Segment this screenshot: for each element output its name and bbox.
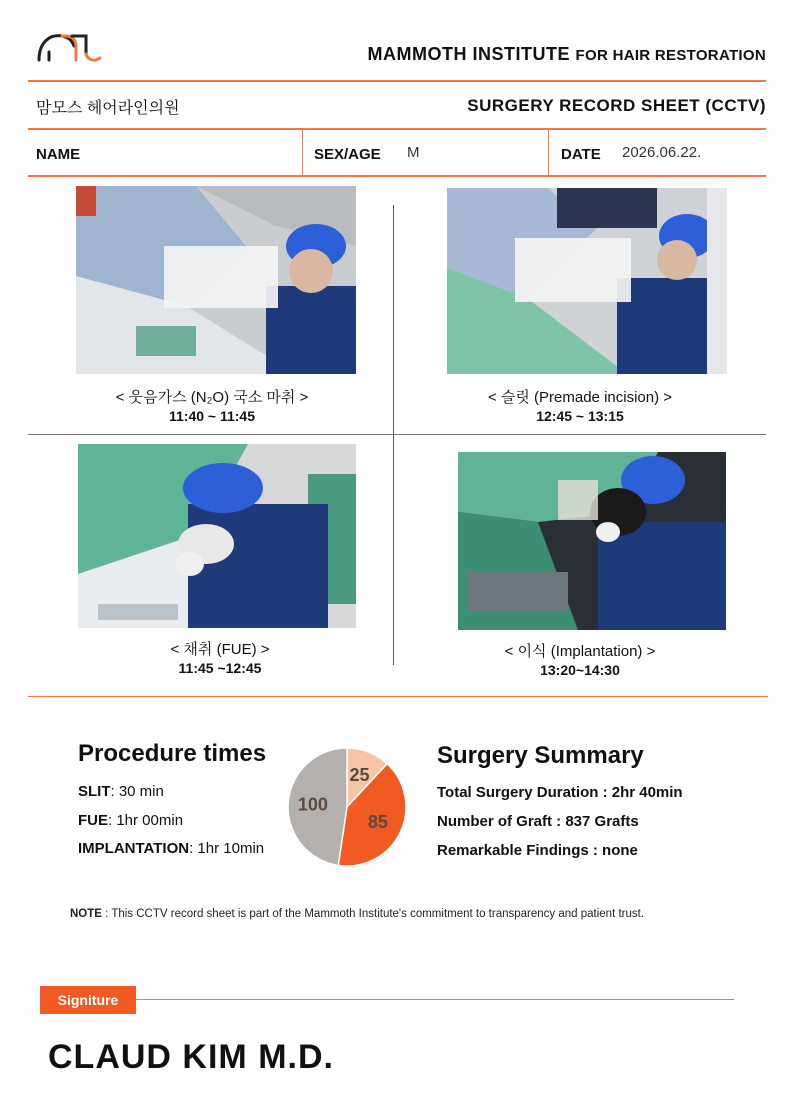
note	[70, 908, 644, 920]
date-value: 2026.06.22.	[622, 144, 702, 161]
procedure-label: SLIT	[78, 783, 111, 800]
signature-badge: Signiture	[40, 986, 136, 1014]
procedure-pie-chart	[286, 746, 408, 868]
pie-label-2: 100	[297, 794, 328, 815]
procedure-title: Procedure times	[78, 740, 267, 767]
institute-sub: FOR HAIR RESTORATION	[575, 47, 766, 64]
caption-time-3: 11:45 ~12:45	[178, 660, 262, 676]
caption-title-4: < 이식 (Implantation) >	[504, 643, 656, 660]
caption-time-2: 12:45 ~ 13:15	[536, 408, 624, 424]
photo-caption-3	[70, 640, 370, 678]
caption-time-4: 13:20~14:30	[540, 662, 620, 678]
grid-vertical-divider	[393, 205, 394, 665]
summary-duration: Total Surgery Duration : 2hr 40min	[437, 784, 683, 801]
info-separator-2	[548, 130, 549, 176]
procedure-value: : 30 min	[110, 783, 164, 800]
cctv-photo-fue	[78, 444, 356, 628]
procedure-label: FUE	[78, 812, 108, 829]
photo-caption-2	[430, 388, 730, 426]
name-label: NAME	[36, 146, 81, 163]
info-divider	[28, 175, 766, 177]
summary-findings: Remarkable Findings : none	[437, 842, 638, 859]
procedure-row-slit	[78, 783, 164, 800]
procedure-row-fue	[78, 812, 183, 829]
sexage-value: M	[407, 144, 420, 161]
photo-caption-4	[430, 642, 730, 680]
pie-label-1: 85	[367, 811, 388, 832]
procedure-label: IMPLANTATION	[78, 840, 190, 857]
note-text: : This CCTV record sheet is part of the Mammoth Institute's commitment to transparency and patient trust.	[101, 908, 645, 920]
procedure-row-implantation	[78, 840, 264, 857]
procedure-value: : 1hr 10min	[189, 840, 265, 857]
cctv-photo-slit	[447, 188, 727, 374]
photos-bottom-divider	[28, 696, 768, 697]
clinic-korean-name: 맘모스 헤어라인의원	[36, 100, 180, 117]
mammoth-logo	[36, 24, 106, 64]
photo-caption-1	[62, 388, 362, 426]
summary-title: Surgery Summary	[437, 742, 644, 769]
note-label: NOTE	[70, 908, 102, 920]
institute-main: MAMMOTH INSTITUTE	[367, 44, 571, 64]
caption-time-1: 11:40 ~ 11:45	[168, 408, 256, 424]
pie-label-0: 25	[349, 765, 370, 786]
sexage-label: SEX/AGE	[314, 146, 381, 163]
summary-grafts: Number of Graft : 837 Grafts	[437, 813, 639, 830]
caption-title-2: < 슬릿 (Premade incision) >	[487, 389, 673, 406]
cctv-photo-anesthesia	[76, 186, 356, 374]
caption-title-3: < 채취 (FUE) >	[170, 641, 270, 658]
title-divider	[28, 128, 766, 130]
header-divider	[28, 80, 766, 82]
grid-horizontal-divider	[28, 434, 766, 435]
date-label: DATE	[561, 146, 601, 163]
cctv-photo-implantation	[458, 452, 726, 630]
doctor-name: CLAUD KIM M.D.	[48, 1038, 334, 1076]
info-separator-1	[302, 130, 303, 176]
procedure-value: : 1hr 00min	[108, 812, 184, 829]
signature-line	[136, 999, 734, 1000]
caption-title-1: < 웃음가스 (N₂O) 국소 마취 >	[115, 389, 309, 406]
institute-name	[368, 44, 766, 65]
sheet-title: SURGERY RECORD SHEET (CCTV)	[467, 96, 766, 115]
